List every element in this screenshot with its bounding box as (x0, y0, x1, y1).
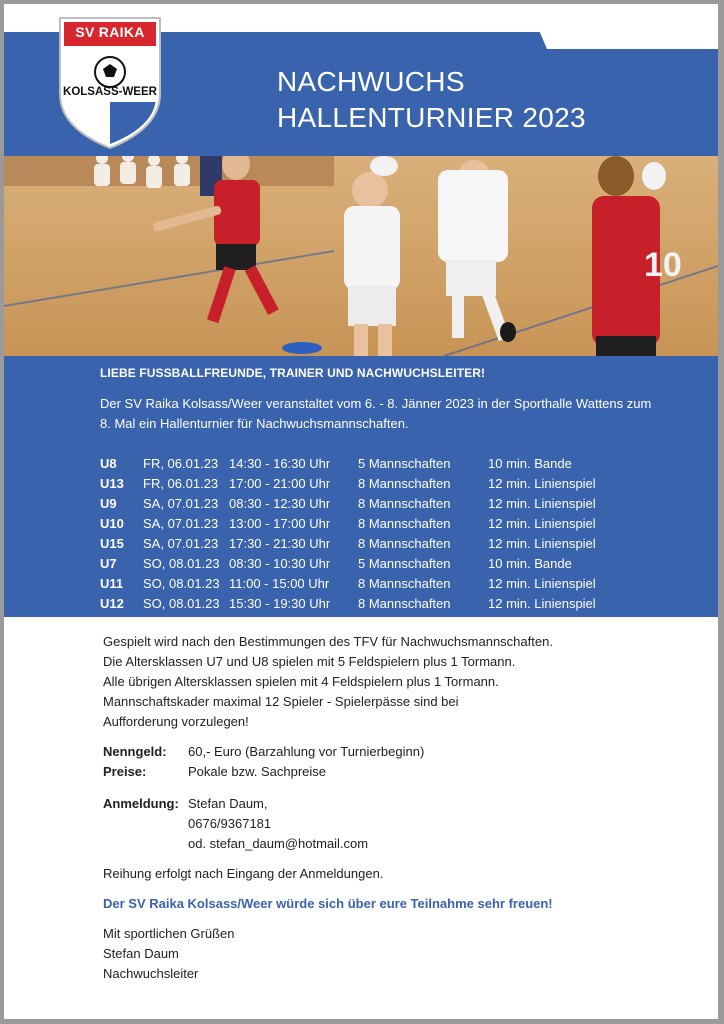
logo-top-text: SV RAIKA (75, 24, 145, 40)
club-logo (54, 14, 166, 150)
schedule-mode: 12 min. Linienspiel (488, 476, 596, 491)
intro-line-1: Der SV Raika Kolsass/Weer veranstaltet vom 6. - 8. Jänner 2023 in der Sporthalle Wattens zum (100, 396, 652, 411)
entry-fee-label: Nenngeld: (103, 744, 167, 759)
signature-name: Stefan Daum (103, 946, 179, 961)
schedule-age: U11 (100, 576, 124, 591)
registration-row (103, 794, 663, 814)
schedule-time: 08:30 - 12:30 Uhr (229, 496, 331, 511)
schedule-mode: 12 min. Linienspiel (488, 576, 596, 591)
schedule-time: 17:00 - 21:00 Uhr (229, 476, 331, 491)
schedule-teams: 5 Mannschaften (358, 556, 451, 571)
schedule-mode: 12 min. Linienspiel (488, 536, 596, 551)
rules-line: Gespielt wird nach den Bestimmungen des TFV für Nachwuchsmannschaften. (103, 634, 553, 649)
schedule-teams: 8 Mannschaften (358, 516, 451, 531)
schedule-row (100, 514, 660, 534)
schedule-day: FR, 06.01.23 (143, 476, 219, 491)
schedule-age: U12 (100, 596, 124, 611)
closing-highlight: Der SV Raika Kolsass/Weer würde sich über eure Teilnahme sehr freuen! (103, 896, 553, 911)
schedule-day: SO, 08.01.23 (143, 556, 220, 571)
schedule-time: 15:30 - 19:30 Uhr (229, 596, 331, 611)
schedule-time: 14:30 - 16:30 Uhr (229, 456, 331, 471)
registration-email-row (103, 834, 663, 854)
signature-role: Nachwuchsleiter (103, 966, 199, 981)
schedule-row (100, 574, 660, 594)
prizes-label: Preise: (103, 764, 147, 779)
schedule-day: SO, 08.01.23 (143, 596, 220, 611)
schedule-age: U10 (100, 516, 124, 531)
page-title (277, 64, 586, 136)
rules-line: Aufforderung vorzulegen! (103, 714, 249, 729)
schedule-teams: 8 Mannschaften (358, 536, 451, 551)
schedule-day: SA, 07.01.23 (143, 536, 219, 551)
schedule-row (100, 594, 660, 614)
order-note: Reihung erfolgt nach Eingang der Anmeldungen. (103, 866, 384, 881)
registration-phone-row (103, 814, 663, 834)
title-line-1: NACHWUCHS (277, 66, 465, 97)
intro-line-2: 8. Mal ein Hallenturnier für Nachwuchsmannschaften. (100, 416, 409, 431)
schedule-mode: 10 min. Bande (488, 456, 572, 471)
schedule-mode: 12 min. Linienspiel (488, 496, 596, 511)
schedule-time: 13:00 - 17:00 Uhr (229, 516, 331, 531)
info-section (4, 356, 718, 617)
entry-fee-row (103, 742, 663, 762)
schedule-age: U7 (100, 556, 117, 571)
schedule-teams: 8 Mannschaften (358, 596, 451, 611)
registration-label: Anmeldung: (103, 796, 179, 811)
schedule-teams: 5 Mannschaften (358, 456, 451, 471)
registration-email[interactable]: od. stefan_daum@hotmail.com (188, 836, 369, 851)
logo-bottom-text: KOLSASS-WEER (63, 86, 157, 98)
rules-line: Die Altersklassen U7 und U8 spielen mit 5 Feldspielern plus 1 Tormann. (103, 654, 516, 669)
header-corner (528, 4, 718, 49)
flyer-page (4, 4, 718, 1019)
registration-phone: 0676/9367181 (188, 816, 272, 831)
schedule-teams: 8 Mannschaften (358, 476, 451, 491)
schedule-mode: 10 min. Bande (488, 556, 572, 571)
intro-text (100, 394, 660, 434)
rules-line: Mannschaftskader maximal 12 Spieler - Spielerpässe sind bei (103, 694, 459, 709)
schedule-age: U8 (100, 456, 117, 471)
title-line-2: HALLENTURNIER 2023 (277, 102, 586, 133)
hero-photo (4, 156, 718, 356)
schedule-row (100, 554, 660, 574)
schedule-day: SA, 07.01.23 (143, 496, 219, 511)
schedule-age: U9 (100, 496, 117, 511)
schedule-time: 11:00 - 15:00 Uhr (229, 576, 330, 591)
schedule-day: SA, 07.01.23 (143, 516, 219, 531)
prizes-row (103, 762, 663, 782)
schedule-age: U13 (100, 476, 124, 491)
schedule-row (100, 474, 660, 494)
schedule-time: 17:30 - 21:30 Uhr (229, 536, 331, 551)
prizes-value: Pokale bzw. Sachpreise (188, 764, 327, 779)
schedule-table (100, 454, 660, 614)
schedule-time: 08:30 - 10:30 Uhr (229, 556, 331, 571)
schedule-mode: 12 min. Linienspiel (488, 516, 596, 531)
schedule-row (100, 534, 660, 554)
entry-fee-value: 60,- Euro (Barzahlung vor Turnierbeginn) (188, 744, 425, 759)
schedule-age: U15 (100, 536, 124, 551)
schedule-day: FR, 06.01.23 (143, 456, 219, 471)
greeting-heading: LIEBE FUSSBALLFREUNDE, TRAINER UND NACHWUCHSLEITER! (100, 366, 486, 380)
schedule-teams: 8 Mannschaften (358, 576, 451, 591)
rules-line: Alle übrigen Altersklassen spielen mit 4 Feldspielern plus 1 Tormann. (103, 674, 499, 689)
schedule-row (100, 454, 660, 474)
signature-greeting: Mit sportlichen Grüßen (103, 926, 235, 941)
svg-text:10: 10 (644, 246, 682, 284)
rules-paragraph (103, 632, 663, 732)
registration-name: Stefan Daum, (188, 796, 268, 811)
schedule-row (100, 494, 660, 514)
schedule-mode: 12 min. Linienspiel (488, 596, 596, 611)
schedule-day: SO, 08.01.23 (143, 576, 220, 591)
schedule-teams: 8 Mannschaften (358, 496, 451, 511)
details-section (103, 632, 663, 984)
